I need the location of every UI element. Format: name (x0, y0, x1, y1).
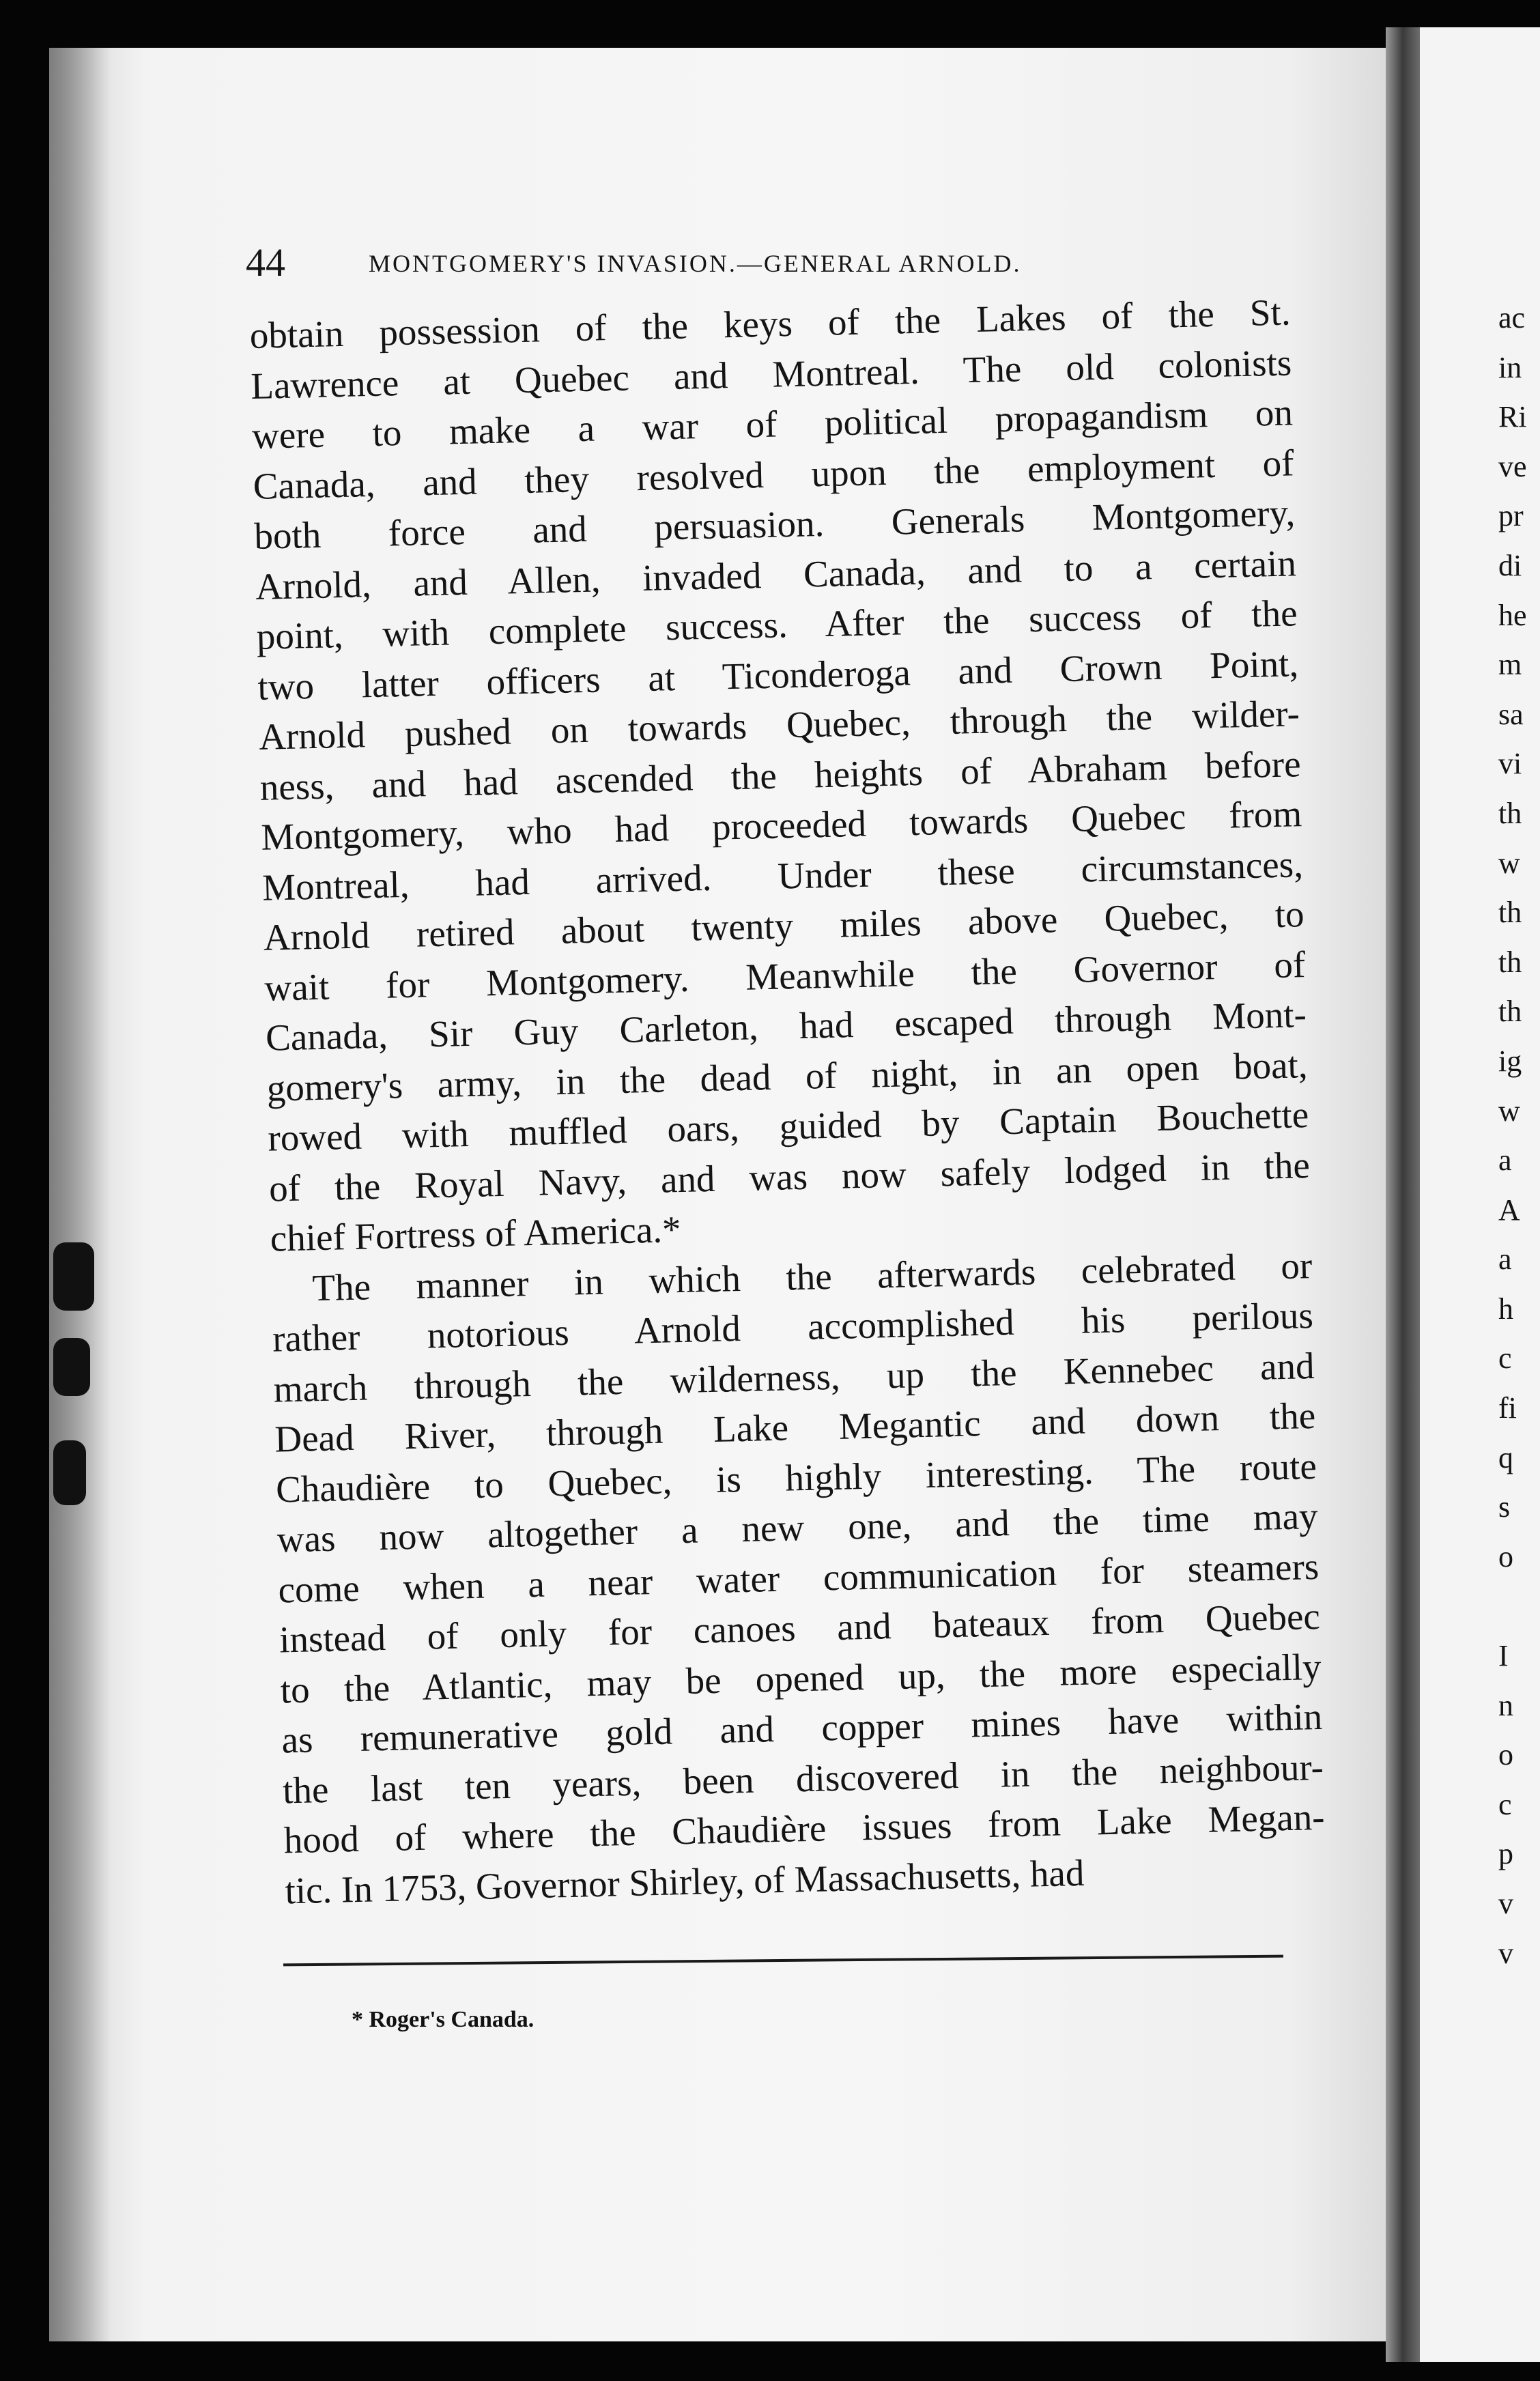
facing-page-fragment: w (1498, 1094, 1520, 1128)
facing-page-fragment: fi (1498, 1391, 1517, 1425)
text-line: The manner in which the afterwards celebrated or (311, 1244, 1313, 1309)
facing-page-fragment: s (1498, 1490, 1511, 1524)
facing-page-fragment (1498, 1582, 1540, 1631)
facing-page-fragment: v (1498, 1887, 1513, 1920)
text-line: of the Royal Navy, and was now safely lodged in the (268, 1143, 1311, 1210)
facing-page-fragment: n (1498, 1688, 1513, 1722)
facing-page-fragment: o (1498, 1738, 1513, 1772)
text-line: were to make a war of political propagandism on (251, 391, 1294, 457)
text-line: Arnold, and Allen, invaded Canada, and to a certain (255, 541, 1297, 608)
facing-page-fragment: di (1498, 548, 1522, 582)
text-line: obtain possession of the keys of the Lakes of the St. (249, 291, 1292, 356)
facing-page-fragment: a (1498, 1143, 1512, 1178)
facing-page-fragment: sa (1498, 697, 1524, 731)
facing-page-fragment: ig (1498, 1044, 1522, 1078)
text-line: two latter officers at Ticonderoga and Crown Point, (257, 642, 1299, 708)
text-line: tic. In 1753, Governor Shirley, of Massachusetts, had (284, 1851, 1085, 1911)
facing-page-fragment: he (1498, 598, 1527, 632)
facing-page-fragment: pr (1498, 499, 1524, 533)
text-line: the last ten years, been discovered in the neighbour- (282, 1745, 1324, 1811)
facing-page-fragment: I (1498, 1639, 1509, 1673)
book-gutter (1386, 27, 1420, 2362)
facing-page-fragment: c (1498, 1341, 1512, 1375)
page-tab-mark (53, 1242, 94, 1311)
text-line: to the Atlantic, may be opened up, the more especially (280, 1645, 1322, 1711)
facing-page-fragment: a (1498, 1242, 1512, 1277)
facing-page-fragment: v (1498, 1936, 1513, 1970)
facing-page-fragment: th (1498, 945, 1522, 979)
text-line: Chaudière to Quebec, is highly interesting. The route (275, 1444, 1317, 1511)
text-line: Canada, Sir Guy Carleton, had escaped through Mont- (265, 993, 1307, 1059)
text-line: was now altogether a new one, and the time may (276, 1494, 1319, 1560)
text-line: chief Fortress of America.* (270, 1208, 682, 1259)
footnote: * Roger's Canada. (352, 2007, 534, 2032)
facing-page-fragment: Ri (1498, 400, 1527, 434)
running-head: MONTGOMERY'S INVASION.—GENERAL ARNOLD. (369, 250, 1022, 277)
facing-page-fragment: A (1498, 1193, 1520, 1227)
text-line: rather notorious Arnold accomplished his perilous (272, 1294, 1314, 1360)
facing-page-text (1498, 294, 1540, 1978)
text-line: rowed with muffled oars, guided by Captain Bouchette (267, 1094, 1309, 1159)
text-line: wait for Montgomery. Meanwhile the Governor of (263, 943, 1306, 1009)
facing-page-fragment: in (1498, 350, 1522, 384)
text-line: hood of where the Chaudière issues from Lake Megan- (283, 1795, 1326, 1862)
page-tab-mark (53, 1338, 90, 1396)
facing-page-fragment: c (1498, 1787, 1512, 1821)
text-line: march through the wilderness, up the Kennebec and (273, 1344, 1315, 1410)
text-line: Lawrence at Quebec and Montreal. The old colonists (250, 341, 1292, 407)
facing-page-fragment: o (1498, 1539, 1513, 1573)
text-line: ness, and had ascended the heights of Abraham before (259, 742, 1302, 808)
page-tab-mark (53, 1440, 86, 1505)
text-line: Canada, and they resolved upon the employment of (253, 441, 1295, 507)
facing-page-fragment: m (1498, 648, 1522, 682)
text-line: Arnold retired about twenty miles above Quebec, to (263, 893, 1305, 958)
facing-page-fragment: q (1498, 1440, 1513, 1474)
text-line: Arnold pushed on towards Quebec, through the wilder- (258, 692, 1300, 758)
body-text (249, 287, 1326, 1915)
text-line: both force and persuasion. Generals Montgomery, (253, 491, 1296, 557)
page-edge-shadow (49, 48, 111, 2341)
facing-page-fragment: th (1498, 896, 1522, 930)
facing-page-fragment: ac (1498, 301, 1526, 334)
text-line: Montreal, had arrived. Under these circumstances, (261, 842, 1304, 909)
text-line: instead of only for canoes and bateaux from Quebec (279, 1595, 1321, 1661)
facing-page-fragment: th (1498, 796, 1522, 830)
text-line: Montgomery, who had proceeded towards Quebec from (260, 793, 1302, 858)
text-line: point, with complete success. After the success of the (256, 592, 1298, 657)
facing-page-fragment: th (1498, 995, 1522, 1029)
text-line: gomery's army, in the dead of night, in an open boat, (266, 1043, 1309, 1109)
facing-page-fragment: w (1498, 846, 1520, 880)
text-line: as remunerative gold and copper mines have within (281, 1695, 1323, 1761)
facing-page-fragment: ve (1498, 449, 1527, 483)
facing-page-fragment: p (1498, 1837, 1513, 1871)
text-line: come when a near water communication for steamers (277, 1545, 1320, 1611)
page-header (246, 239, 1201, 287)
text-line: Dead River, through Lake Megantic and down the (274, 1394, 1316, 1460)
facing-page-fragment: vi (1498, 747, 1522, 781)
facing-page-fragment: h (1498, 1292, 1513, 1326)
page-number: 44 (246, 240, 285, 285)
